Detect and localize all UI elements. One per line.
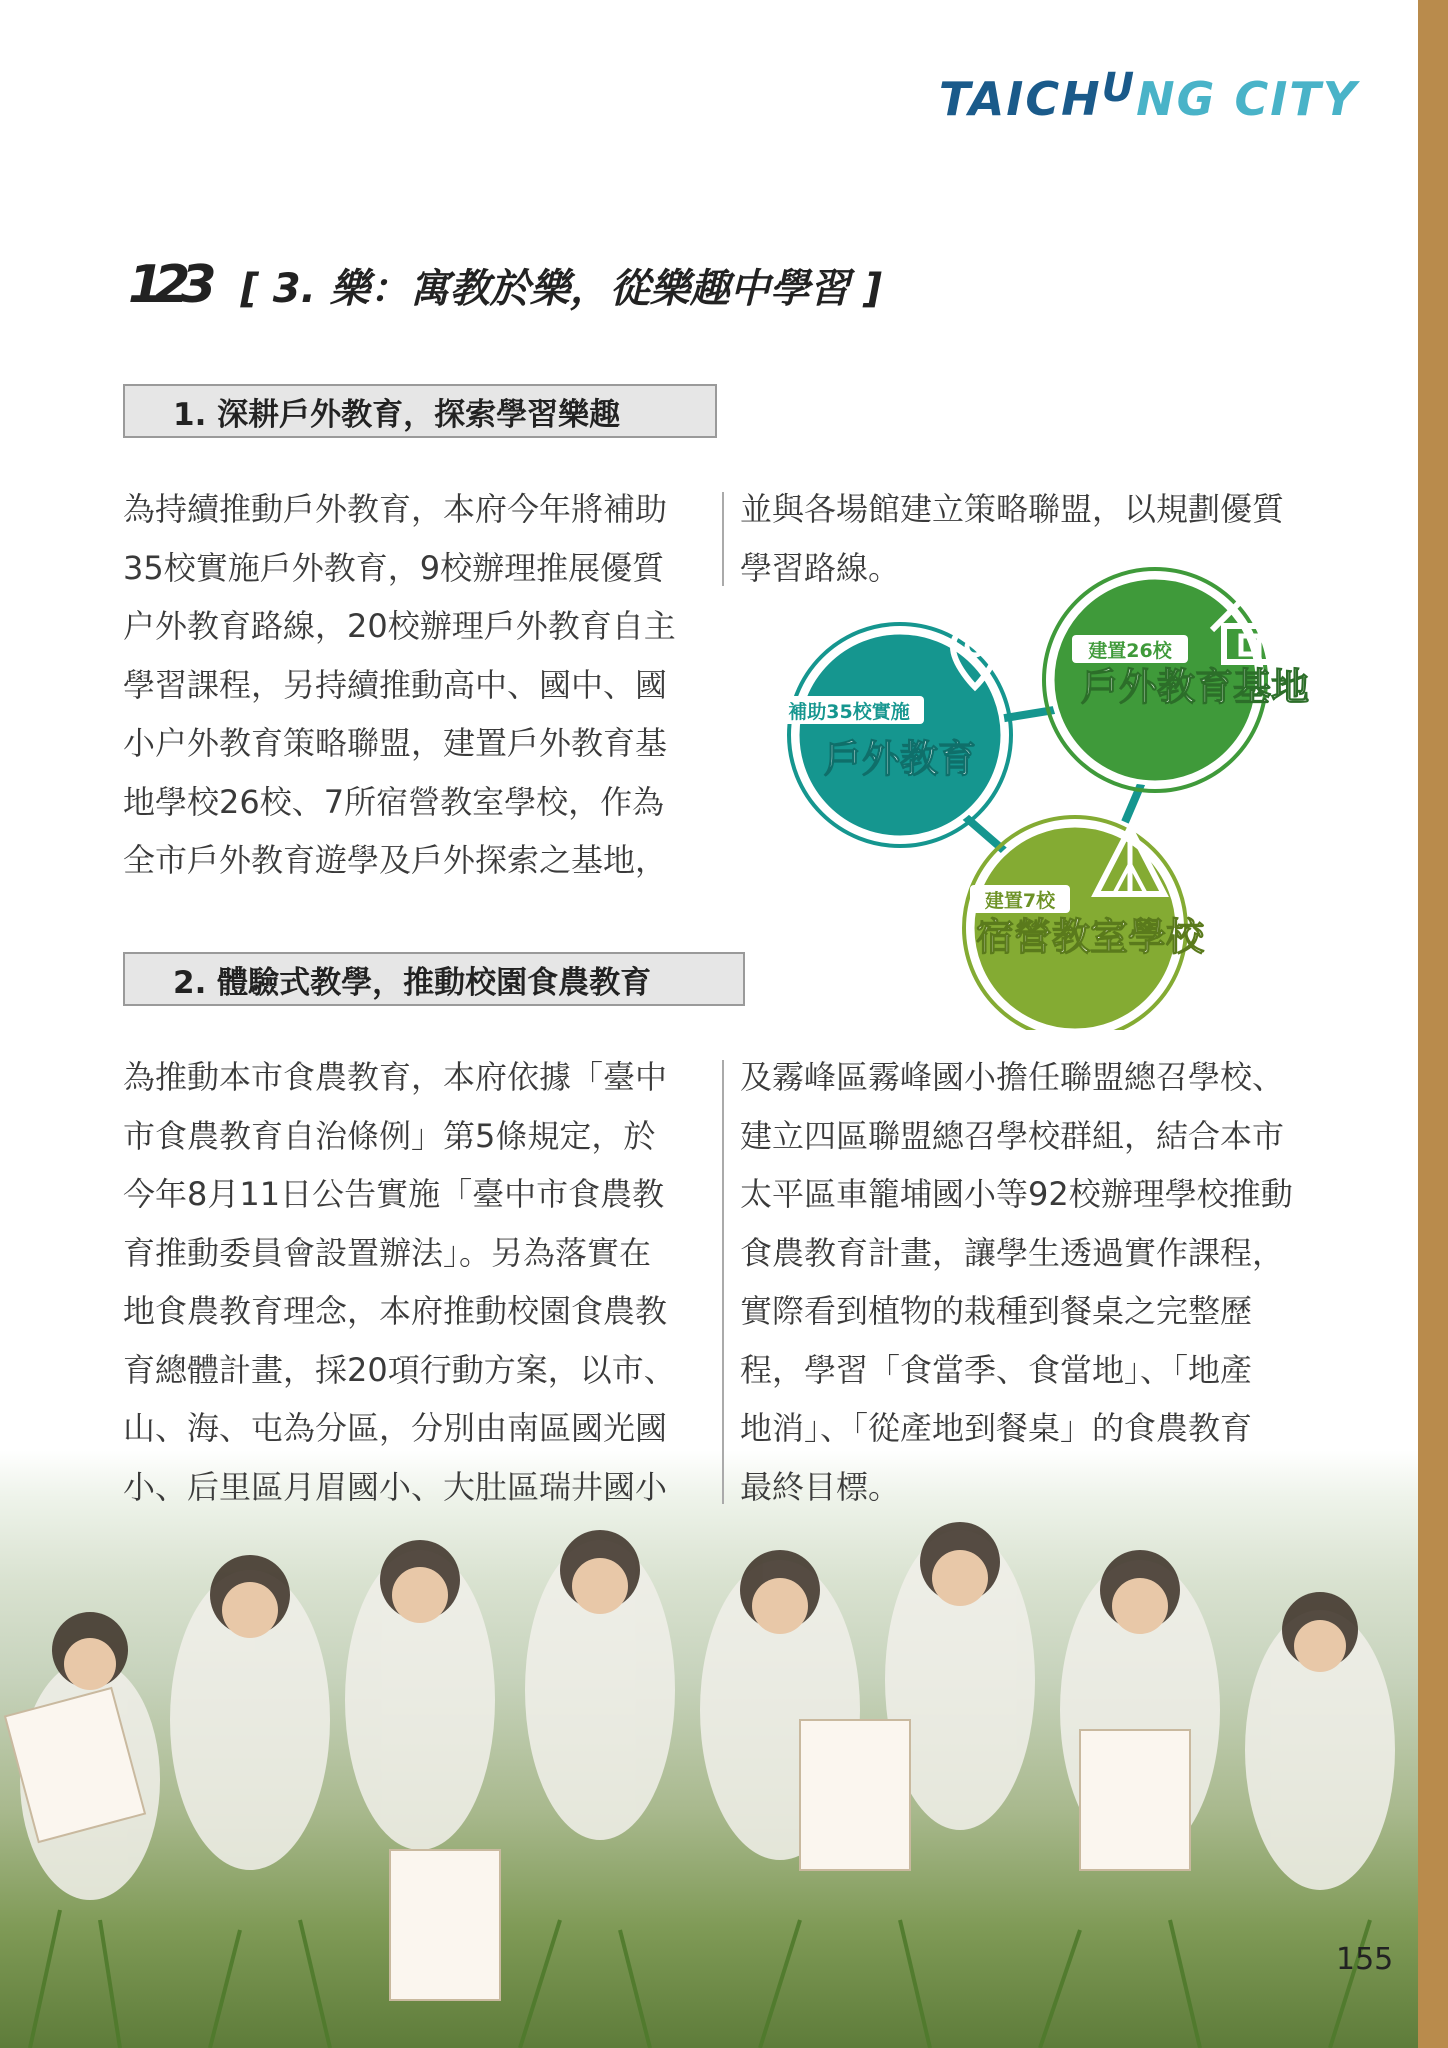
- text-line: 學習課程，另持續推動高中、國中、國: [123, 665, 668, 704]
- text-line: 地食農教育理念，本府推動校園食農教: [123, 1292, 668, 1330]
- text-line: 35校實施戶外教育，9校辦理推展優質: [123, 548, 665, 587]
- food-left-column: [123, 1048, 676, 1516]
- node-camp-label: 宿營教室學校: [975, 915, 1205, 959]
- text-line: 育推動委員會設置辦法」。另為落實在: [123, 1233, 652, 1272]
- node-camp-tag: 建置7校: [984, 890, 1056, 912]
- subheading-outdoor-education: 1. 深耕戶外教育，探索學習樂趣: [123, 384, 717, 438]
- text-line: 為持續推動戶外教育，本府今年將補助: [123, 490, 668, 528]
- column-divider: [722, 492, 724, 586]
- node-outdoor-label: 戶外教育: [823, 737, 977, 781]
- text-line: 為推動本市食農教育，本府依據「臺中: [123, 1058, 668, 1096]
- node-base-tag: 建置26校: [1088, 640, 1172, 662]
- text-line: 地學校26校、7所宿營教室學校，作為: [123, 782, 665, 821]
- text-line: 全市戶外教育遊學及戶外探索之基地，: [123, 841, 668, 879]
- section-title-text: [ 3. 樂：寓教於樂，從樂趣中學習 ]: [240, 265, 882, 312]
- taichung-city-logo: TAICHUNG CITY: [938, 65, 1358, 126]
- text-line: 小、后里區月眉國小、大肚區瑞井國小: [123, 1467, 668, 1506]
- text-line: 户外教育路線，20校辦理戶外教育自主: [123, 607, 676, 645]
- text-line: 今年8月11日公告實施「臺中市食農教: [123, 1175, 665, 1213]
- node-outdoor-tag: 補助35校實施: [788, 701, 910, 723]
- text-line: 小户外教育策略聯盟，建置戶外教育基: [123, 724, 668, 762]
- photo-placeholder-graphic: [0, 1450, 1418, 2048]
- section-title: [128, 250, 882, 320]
- page-number: 155: [1336, 1942, 1394, 1977]
- students-photo: [0, 1450, 1418, 2048]
- text-line: 育總體計畫，採20項行動方案，以市、: [123, 1350, 676, 1389]
- node-base-label: 戶外教育基地: [1080, 665, 1310, 709]
- text-line: 最終目標。: [740, 1467, 901, 1506]
- text-line: 實際看到植物的栽種到餐桌之完整歷: [740, 1292, 1253, 1330]
- text-line: 並與各場館建立策略聯盟，以規劃優質: [740, 490, 1285, 528]
- column-divider: [722, 1060, 724, 1504]
- accent-side-bar: [1418, 0, 1448, 2048]
- text-line: 地消」、「從產地到餐桌」的食農教育: [740, 1409, 1253, 1447]
- numbers-icon: 123: [128, 255, 207, 315]
- text-line: 山、海、屯為分區，分別由南區國光國: [123, 1409, 668, 1447]
- text-line: 太平區車籠埔國小等92校辦理學校推動: [740, 1175, 1293, 1213]
- text-line: 建立四區聯盟總召學校群組，結合本市: [740, 1116, 1285, 1155]
- text-line: 學習路線。: [740, 548, 901, 587]
- text-line: 及霧峰區霧峰國小擔任聯盟總召學校、: [740, 1058, 1285, 1096]
- text-line: 市食農教育自治條例」第5條規定，於: [123, 1116, 656, 1155]
- food-right-column: [740, 1048, 1293, 1516]
- text-line: 食農教育計畫，讓學生透過實作課程，: [740, 1233, 1285, 1272]
- outdoor-education-diagram: [780, 560, 1340, 1030]
- subheading-food-agriculture: 2. 體驗式教學，推動校園食農教育: [123, 952, 745, 1006]
- text-line: 程，學習「食當季、食當地」、「地產: [740, 1350, 1253, 1389]
- outdoor-left-column: [123, 480, 676, 890]
